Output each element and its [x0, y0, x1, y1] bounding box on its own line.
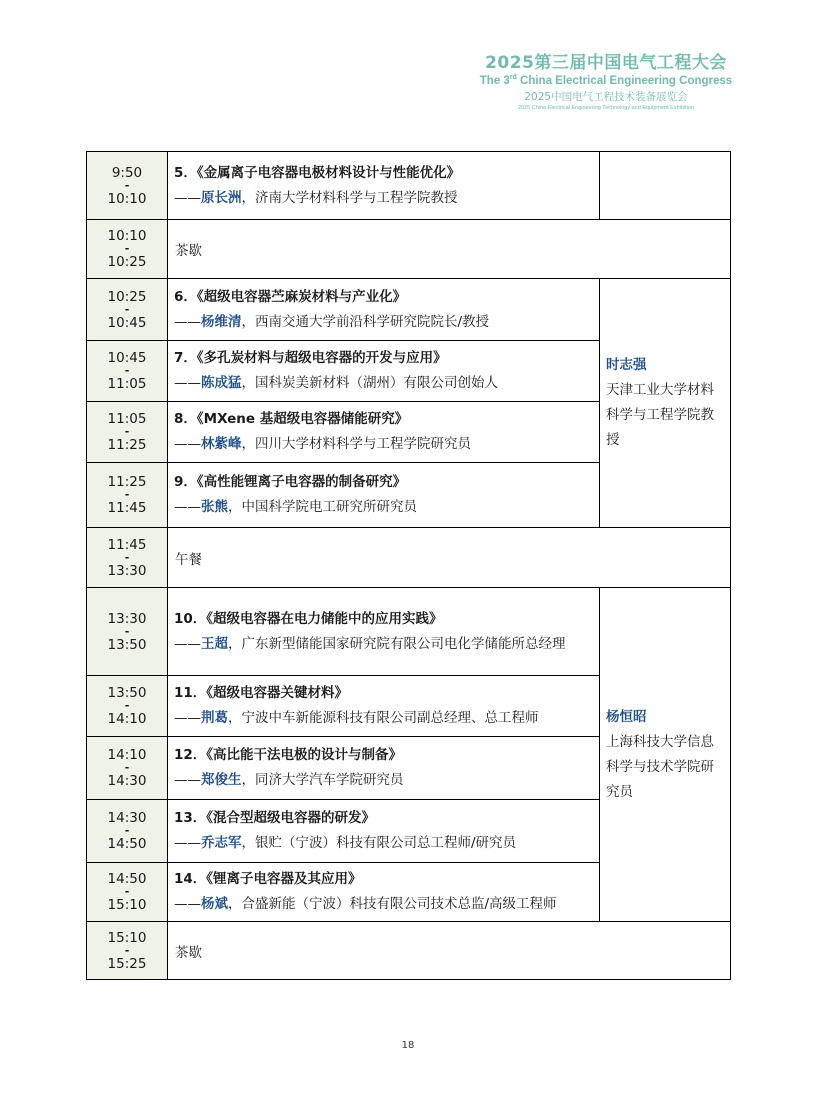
time-cell: 14:30 - 14:50 [87, 800, 168, 863]
talk-title: 6．《超级电容器苎麻炭材料与产业化》 [174, 288, 407, 305]
table-row [87, 922, 731, 980]
time-cell: 9:50 - 10:10 [87, 152, 168, 220]
chair-name: 杨恒昭 [606, 708, 647, 725]
talk-speaker: ——杨维清，西南交通大学前沿科学研究院院长/教授 [174, 313, 490, 330]
table-row [87, 220, 731, 279]
time-cell: 10:45 - 11:05 [87, 341, 168, 402]
talk-cell [168, 341, 600, 402]
time-cell: 11:05 - 11:25 [87, 402, 168, 463]
expo-title-cn: 2025中国电气工程技术装备展览会 [524, 90, 688, 103]
chair-affiliation: 天津工业大学材料科学与工程学院教授 [606, 382, 714, 448]
talk-title: 12．《高比能干法电极的设计与制备》 [174, 747, 403, 763]
break-cell: 午餐 [168, 528, 731, 588]
talk-speaker: ——原长洲，济南大学材料科学与工程学院教授 [174, 189, 458, 206]
chair-affiliation: 上海科技大学信息科学与技术学院研究员 [606, 733, 714, 800]
speaker-name: 乔志军 [201, 835, 242, 851]
talk-cell [168, 402, 600, 463]
time-cell: 15:10 - 15:25 [87, 922, 168, 980]
time-cell: 14:10 - 14:30 [87, 737, 168, 800]
time-cell: 13:50 - 14:10 [87, 676, 168, 737]
speaker-name: 杨维清 [201, 313, 242, 330]
talk-cell [168, 152, 600, 220]
speaker-name: 张熊 [201, 499, 228, 515]
page-number: 18 [401, 1040, 415, 1051]
congress-title-en: The 3rd China Electrical Engineering Congress [479, 74, 733, 87]
break-cell: 茶歇 [168, 220, 731, 279]
talk-cell [168, 588, 600, 676]
talk-title: 11．《超级电容器关键材料》 [174, 685, 349, 701]
table-row [87, 588, 731, 676]
talk-title: 13．《混合型超级电容器的研发》 [174, 810, 376, 826]
speaker-name: 荆葛 [201, 710, 228, 726]
time-cell: 10:10 - 10:25 [87, 220, 168, 279]
talk-speaker: ——乔志军，银贮（宁波）科技有限公司总工程师/研究员 [174, 835, 517, 851]
talk-speaker: ——张熊，中国科学院电工研究所研究员 [174, 499, 417, 515]
talk-title: 7．《多孔炭材料与超级电容器的开发与应用》 [174, 350, 447, 366]
talk-speaker: ——郑俊生，同济大学汽车学院研究员 [174, 772, 404, 788]
congress-logo [456, 48, 756, 111]
speaker-name: 林紫峰 [201, 436, 242, 452]
speaker-name: 王超 [201, 635, 228, 652]
talk-title: 10．《超级电容器在电力储能中的应用实践》 [174, 610, 443, 627]
talk-title: 5．《金属离子电容器电极材料设计与性能优化》 [174, 164, 461, 181]
chair-name: 时志强 [606, 357, 647, 373]
chair-cell [600, 279, 731, 528]
talk-cell [168, 800, 600, 863]
talk-title: 8．《MXene 基超级电容器储能研究》 [174, 411, 409, 427]
talk-cell [168, 863, 600, 922]
speaker-name: 原长洲 [201, 189, 242, 206]
time-cell: 11:45 - 13:30 [87, 528, 168, 588]
chair-cell [600, 588, 731, 922]
talk-cell [168, 463, 600, 528]
time-cell: 11:25 - 11:45 [87, 463, 168, 528]
expo-title-en: 2025 China Electrical Engineering Technology and Equipment Exhibition [517, 104, 694, 111]
speaker-name: 陈成猛 [201, 375, 242, 391]
talk-speaker: ——荆葛，宁波中车新能源科技有限公司副总经理、总工程师 [174, 710, 539, 726]
talk-title: 9．《高性能锂离子电容器的制备研究》 [174, 474, 407, 490]
time-cell: 14:50 - 15:10 [87, 863, 168, 922]
chair-cell-empty [600, 152, 731, 220]
talk-speaker: ——林紫峰，四川大学材料科学与工程学院研究员 [174, 436, 471, 452]
table-row [87, 528, 731, 588]
talk-speaker: ——杨斌，合盛新能（宁波）科技有限公司技术总监/高级工程师 [174, 896, 557, 912]
table-row [87, 279, 731, 341]
break-cell: 茶歇 [168, 922, 731, 980]
talk-cell [168, 279, 600, 341]
talk-cell [168, 676, 600, 737]
time-cell: 10:25 - 10:45 [87, 279, 168, 341]
table-row [87, 152, 731, 220]
talk-cell [168, 737, 600, 800]
congress-title-cn: 2025第三届中国电气工程大会 [485, 53, 727, 73]
talk-speaker: ——王超，广东新型储能国家研究院有限公司电化学储能所总经理 [174, 635, 566, 652]
speaker-name: 杨斌 [201, 896, 228, 912]
time-cell: 13:30 - 13:50 [87, 588, 168, 676]
schedule-table [86, 151, 731, 980]
talk-title: 14．《锂离子电容器及其应用》 [174, 871, 362, 887]
speaker-name: 郑俊生 [201, 772, 242, 788]
talk-speaker: ——陈成猛，国科炭美新材料（湖州）有限公司创始人 [174, 375, 498, 391]
